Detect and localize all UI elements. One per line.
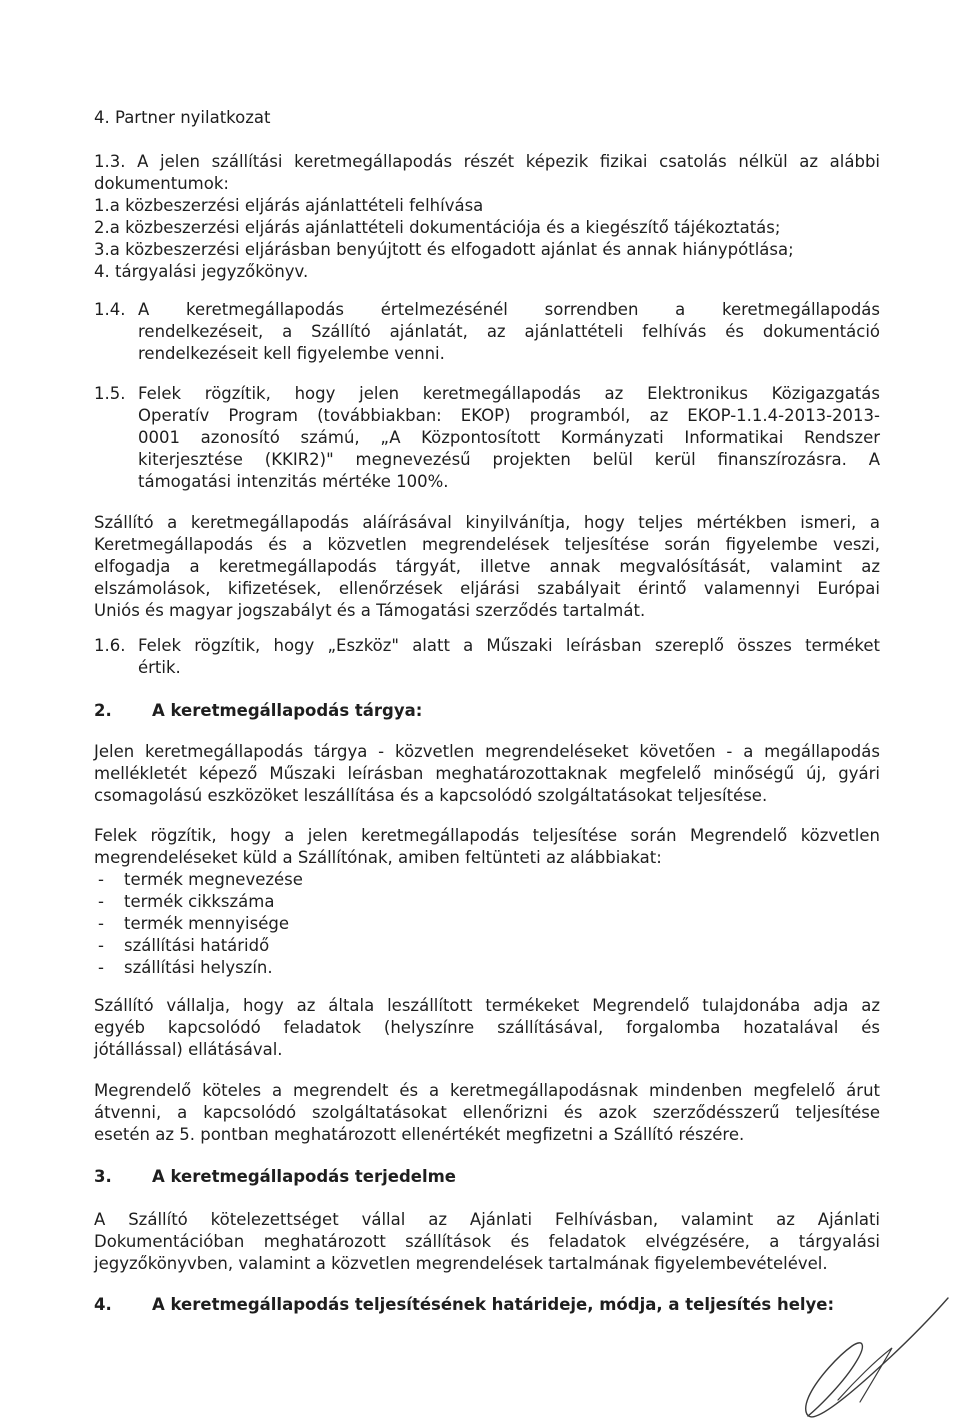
dash-bullet: -: [98, 914, 104, 933]
paragraph-szallito: [94, 512, 880, 622]
dash-bullet: -: [98, 870, 104, 889]
paragraph-vallalja: [94, 995, 880, 1061]
signature-initial: [780, 1290, 960, 1423]
paragraph-line: csomagolású eszközöket leszállítása és a kapcsolódó szolgáltatásokat teljesítése.: [94, 786, 768, 805]
paragraph-line: mellékletét képező Műszaki leírásban meghatározottaknak megfelelő minőségű új, gyári: [94, 764, 880, 783]
paragraph-line: Megrendelő köteles a megrendelt és a keretmegállapodásnak mindenben megfelelő árut: [94, 1081, 880, 1100]
paragraph-felek: [94, 825, 880, 979]
section-1-4-number: 1.4.: [94, 300, 126, 319]
paragraph-line: kiterjesztése (KKIR2)" megnevezésű projekten belül kerül finanszírozásra. A: [138, 450, 880, 469]
section-1-5: [94, 383, 880, 493]
heading-2-number: 2.: [94, 701, 112, 720]
section-1-3-line: [94, 151, 880, 173]
paragraph-line: A Szállító kötelezettséget vállal az Ajánlati Felhívásban, valamint az Ajánlati: [94, 1210, 880, 1229]
paragraph-line: Uniós és magyar jogszabályt és a Támogatási szerződés tartalmát.: [94, 601, 646, 620]
paragraph-jelen: [94, 741, 880, 807]
dash-bullet: -: [98, 958, 104, 977]
paragraph-line: Felek rögzítik, hogy jelen keretmegállapodás az Elektronikus Közigazgatás: [138, 384, 880, 403]
section-1-4: [94, 299, 880, 365]
heading-4-number: 4.: [94, 1295, 112, 1314]
partner-title: 4. Partner nyilatkozat: [94, 108, 271, 127]
order-field-item: [94, 913, 880, 935]
paragraph-line: megrendeléseket küld a Szállítónak, amiben feltünteti az alábbiakat:: [94, 848, 662, 867]
heading-2: [94, 700, 880, 722]
paragraph-line: Szállító a keretmegállapodás aláírásával kinyilvánítja, hogy teljes mértékben ismeri, a: [94, 513, 880, 532]
order-field-label: szállítási határidő: [124, 936, 270, 955]
order-field-label: szállítási helyszín.: [124, 958, 273, 977]
section-1-6-number: 1.6.: [94, 636, 126, 655]
heading-3: [94, 1166, 880, 1188]
heading-3-number: 3.: [94, 1167, 112, 1186]
paragraph-vallal: [94, 1209, 880, 1275]
paragraph-line: A keretmegállapodás értelmezésénél sorrendben a keretmegállapodás: [138, 300, 880, 319]
paragraph-line: Felek rögzítik, hogy „Eszköz" alatt a Műszaki leírásban szereplő összes terméket: [138, 636, 880, 655]
heading-3-title: A keretmegállapodás terjedelme: [152, 1167, 456, 1186]
paragraph-line: Felek rögzítik, hogy a jelen keretmegállapodás teljesítése során Megrendelő közvetlen: [94, 826, 880, 845]
heading-2-title: A keretmegállapodás tárgya:: [152, 701, 423, 720]
paragraph-line: 0001 azonosító számú, „A Központosított Kormányzati Informatikai Rendszer: [138, 428, 880, 447]
paragraph-line: rendelkezéseit, a Szállító ajánlatát, az ajánlattételi felhívás és dokumentáció: [138, 322, 880, 341]
doc-list-item: 2.a közbeszerzési eljárás ajánlattételi dokumentációja és a kiegészítő tájékoztatás;: [94, 218, 781, 237]
section-1-3-number: 1.3.: [94, 152, 126, 171]
paragraph-line: Keretmegállapodás és a közvetlen megrendelések teljesítése során figyelembe veszi,: [94, 535, 880, 554]
doc-list-item: 1.a közbeszerzési eljárás ajánlattételi felhívása: [94, 196, 484, 215]
paragraph-line: átvenni, a kapcsolódó szolgáltatásokat ellenőrizni és azok szerződésszerű teljesítése: [94, 1103, 880, 1122]
order-field-item: [94, 935, 880, 957]
heading-4: [94, 1294, 880, 1316]
order-field-item: [94, 957, 880, 979]
paragraph-line: értik.: [138, 658, 181, 677]
section-1-3: [94, 151, 880, 283]
paragraph-line: rendelkezéseit kell figyelembe venni.: [138, 344, 445, 363]
paragraph-line: jegyzőkönyvben, valamint a közvetlen megrendelések tartalmának figyelembevételével.: [94, 1254, 828, 1273]
section-1-5-number: 1.5.: [94, 384, 126, 403]
paragraph-line: Operatív Program (továbbiakban: EKOP) programból, az EKOP-1.1.4-2013-2013-: [138, 406, 880, 425]
doc-list-item: 3.a közbeszerzési eljárásban benyújtott és elfogadott ajánlat és annak hiánypótlása;: [94, 240, 794, 259]
paragraph-line: elfogadja a keretmegállapodás tárgyát, illetve annak megvalósítását, valamint az: [94, 557, 880, 576]
paragraph-line: támogatási intenzitás mértéke 100%.: [138, 472, 449, 491]
paragraph-line: esetén az 5. pontban meghatározott ellenértékét megfizetni a Szállító részére.: [94, 1125, 745, 1144]
section-1-3-line: dokumentumok:: [94, 174, 229, 193]
order-field-item: [94, 891, 880, 913]
doc-list-item: 4. tárgyalási jegyzőkönyv.: [94, 262, 309, 281]
order-field-label: termék megnevezése: [124, 870, 303, 889]
paragraph-koteles: [94, 1080, 880, 1146]
paragraph-line: Jelen keretmegállapodás tárgya - közvetlen megrendeléseket követően - a megállapodás: [94, 742, 880, 761]
paragraph-line: jótállással) ellátásával.: [94, 1040, 283, 1059]
order-field-item: [94, 869, 880, 891]
section-1-6: [94, 635, 880, 679]
dash-bullet: -: [98, 936, 104, 955]
paragraph-line: Szállító vállalja, hogy az általa leszállított termékeket Megrendelő tulajdonába adja az: [94, 996, 880, 1015]
section-1-3-text: A jelen szállítási keretmegállapodás részét képezik fizikai csatolás nélkül az alábbi: [137, 152, 880, 171]
paragraph-line: egyéb kapcsolódó feladatok (helyszínre szállításával, forgalomba hozatalával és: [94, 1018, 880, 1037]
order-field-label: termék cikkszáma: [124, 892, 275, 911]
paragraph-line: elszámolások, kifizetések, ellenőrzések eljárási szabályait érintő valamennyi Európai: [94, 579, 880, 598]
dash-bullet: -: [98, 892, 104, 911]
order-field-label: termék mennyisége: [124, 914, 289, 933]
heading-4-title: A keretmegállapodás teljesítésének határideje, módja, a teljesítés helye:: [152, 1295, 835, 1314]
paragraph-line: Dokumentációban meghatározott szállítások és feladatok elvégzésére, a tárgyalási: [94, 1232, 880, 1251]
